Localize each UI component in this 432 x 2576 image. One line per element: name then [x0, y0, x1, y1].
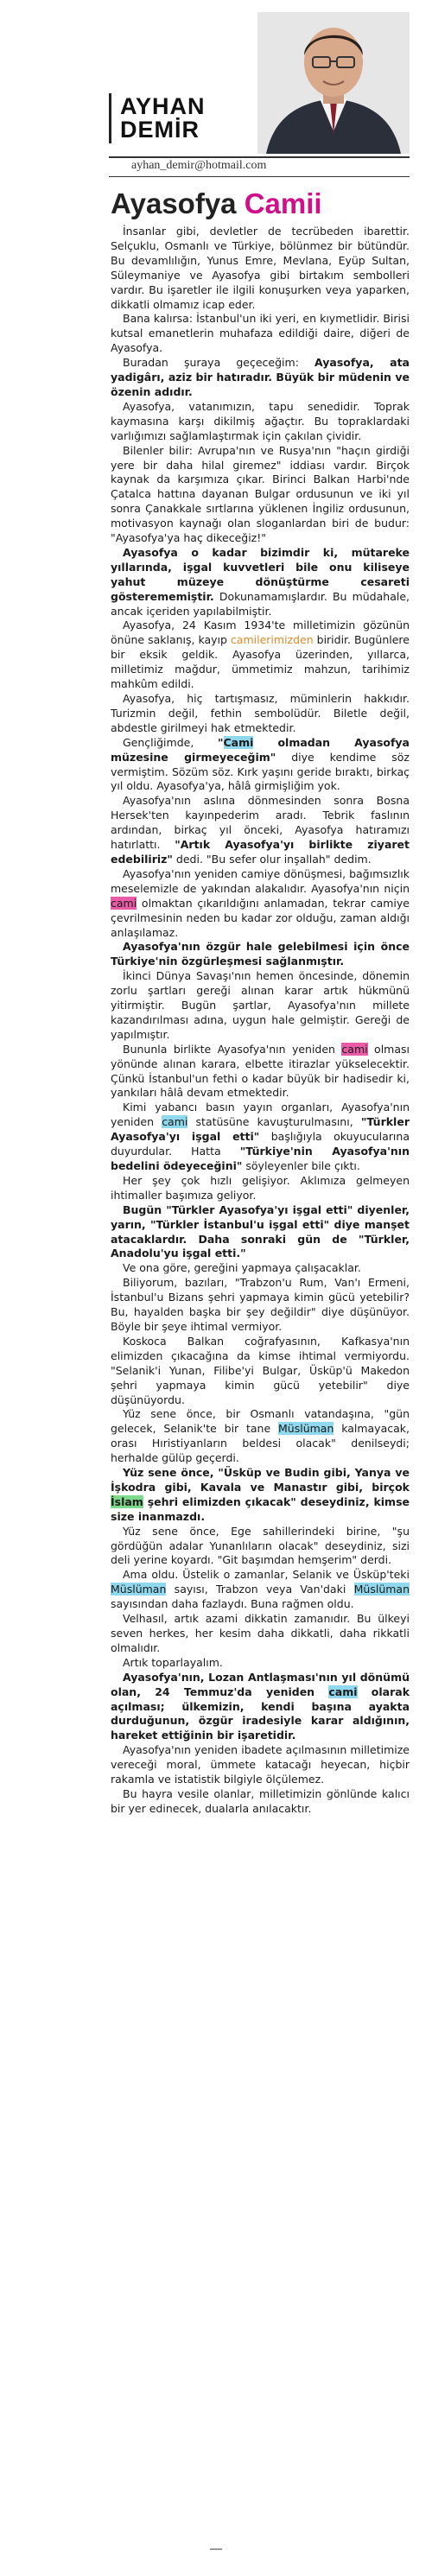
text-run: Ayasofya'nın yeniden camiye dönüşmesi, bağımsızlık meselemizle de yakından alakalıdır. Ayasofya'nın niçin — [111, 866, 410, 895]
text-run: olmaktan çıkarıldığını anlamadan, tekrar camiye çevrilmesinin neden bu kadar zor olduğu, zaman aldığı anlaşılamaz. — [111, 896, 410, 939]
author-name-box — [109, 93, 258, 143]
article-paragraph — [111, 1568, 410, 1612]
article-paragraph — [111, 692, 410, 736]
article-title — [111, 183, 413, 225]
text-run: Velhasıl, artık azami dikkatin zamanıdır. Bu ülkeyi seven herkes, her kesim daha dikkatli, daha rikkatli olmalıdır. — [111, 1612, 410, 1654]
article-paragraph — [111, 1043, 410, 1101]
email-divider — [109, 176, 410, 177]
text-run: statüsüne kavuşturulmasını, — [187, 1115, 361, 1129]
text-run: Her şey çok hızlı gelişiyor. Aklımıza gelmeyen ihtimaller başımıza geliyor. — [111, 1173, 410, 1202]
text-run: Yüz sene önce, Ege sahillerindeki birine, "şu gördüğün adalar Yunanlıların olacak" deseydiniz, sizi deli yerine koyardı. "Git başımdan hemşerim" derdi. — [111, 1524, 410, 1567]
article-paragraph — [111, 1174, 410, 1203]
text-run: Bilenler bilir: Avrupa'nın ve Rusya'nın "haçın girdiği yere bir daha hilal giremez" iddiası vardır. Birçok kaynak da karşımıza çıkar. Birinci Balkan Harbi'nde Çatalca hattına dayanan Bulgar ordusunun ve iki yıl sonra Çanakkale sırtlarına yüklenen İngiliz ordusunun, motivasyon kaynağı olan sloganlardan biri de budur: "Ayasofya'ya haç dikeceğiz!" — [111, 443, 410, 545]
text-run: Ayasofya, vatanımızın, tapu senedidir. Toprak kaymasına karşı dikilmiş ağaçtır. Bu topraklardaki varlığımızı sağlamlaştırmak için çakılan çividir. — [111, 399, 410, 442]
article-paragraph — [111, 312, 410, 356]
article-paragraph — [111, 1466, 410, 1525]
bold-text: Ayasofya'nın, Lozan Antlaşması'nın yıl dönümü olan, 24 Temmuz'da yeniden — [111, 1670, 410, 1698]
article-paragraph — [111, 619, 410, 692]
article-body — [111, 225, 410, 1817]
bold-text: olarak açılması; ülkemizin, kendi başına ayakta durduğunun, özgür iradesiyle karar aldığının, hareket ettiğinin bir işaretidir. — [111, 1685, 410, 1742]
text-run: İkinci Dünya Savaşı'nın hemen öncesinde, dönemin zorlu şartları gereği alınan karar artık hükmünü yitirmiştir. Bugün şartlar, Ayasofya'nın millete kazandırılması adına, uygun hale gelmiştir. Gereği de yapılmıştır. — [111, 969, 410, 1041]
highlighted-text: Müslüman — [278, 1422, 334, 1436]
author-portrait-image — [257, 12, 410, 154]
header-divider — [109, 156, 410, 158]
article-paragraph — [111, 940, 410, 969]
article-paragraph — [111, 1101, 410, 1174]
article-paragraph — [111, 794, 410, 867]
bold-text: Ayasofya, ata yadigârı, aziz bir hatıradır. Büyük bir müdenin ve özenin adıdır. — [111, 356, 410, 398]
article-paragraph — [111, 546, 410, 619]
article-paragraph — [111, 1203, 410, 1262]
text-run: olması yönünde alınan karara, elbette itirazlar yükselecektir. Çünkü İstanbul'un fethi o kadar büyük bir hadisedir ki, yankıları hâlâ devam etmektedir. — [111, 1042, 410, 1100]
text-run: Ama oldu. Üstelik o zamanlar, Selanik ve Üsküp'teki — [123, 1568, 410, 1582]
text-run: Ayasofya'nın yeniden ibadete açılmasının milletimize vereceği moral, ümmete katacağı heyecan, hiçbir rakamla ve istatistik bilgiyle ölçülemez. — [111, 1743, 410, 1786]
bold-text: şehri elimizden çıkacak" — [143, 1494, 296, 1508]
bold-text: "Türkiye'nin Ayasofya'nın bedelini ödeyeceğini" — [111, 1145, 410, 1172]
highlighted-text: cami — [162, 1115, 188, 1129]
bold-text: olmadan Ayasofya müzesine girmeyeceğim" — [111, 735, 410, 764]
text-run: Kimi yabancı basın yayın organları, Ayasofya'nın yeniden — [111, 1101, 410, 1129]
text-run: Bana kalırsa: İstanbul'un iki yeri, en kıymetlidir. Birisi kutsal emanetlerin muhafaza edildiği daire, diğeri de Ayasofya. — [111, 312, 410, 355]
article-title-main: Ayasofya — [111, 187, 237, 219]
article-paragraph — [111, 1407, 410, 1466]
article-paragraph — [111, 736, 410, 795]
highlighted-text: camilerimizden — [230, 633, 314, 647]
bold-text: "Artık Ayasofya'yı birlikte ziyaret edebiliriz" — [111, 838, 410, 866]
article-paragraph — [111, 1656, 410, 1671]
text-run: Yüz sene önce, bir Osmanlı vatandaşına, "gün gelecek, Selanik'te bir tane — [111, 1407, 410, 1436]
bold-text: " — [217, 735, 224, 749]
article-paragraph — [111, 969, 410, 1043]
text-run: Artık toparlayalım. — [123, 1655, 223, 1669]
article-paragraph — [111, 1525, 410, 1569]
article-paragraph — [111, 356, 410, 400]
text-run: Buradan şuraya geçeceğim: — [123, 356, 315, 370]
bold-text: Ayasofya'nın özgür hale gelebilmesi için önce Türkiye'nin özgürleşmesi sağlanmıştır. — [111, 940, 410, 968]
column-end-mark — [210, 2548, 222, 2550]
article-paragraph — [111, 1261, 410, 1276]
article-paragraph — [111, 444, 410, 546]
highlighted-text: İslam — [111, 1494, 143, 1508]
article-paragraph — [111, 1743, 410, 1787]
article-paragraph — [111, 867, 410, 941]
bold-text: Bugün "Türkler Ayasofya'yı işgal etti" diyenler, yarın, "Türkler İstanbul'u işgal etti" diye manşet atacaklardır. Daha sonraki gün de "Türkler, Anadolu'yu işgal etti." — [111, 1202, 410, 1260]
text-run: söyleyenler bile çıktı. — [242, 1159, 360, 1172]
article-paragraph — [111, 1335, 410, 1408]
text-run: Bununla birlikte Ayasofya'nın yeniden — [123, 1042, 342, 1056]
author-photo — [257, 12, 410, 154]
text-run: dedi. "Bu sefer olur inşallah" dedim. — [172, 852, 372, 866]
text-run: Ayasofya, 24 Kasım 1934'te milletimizin gözünün önüne saklanış, kayıp — [111, 619, 410, 647]
highlighted-text: Müslüman — [111, 1583, 167, 1596]
article-paragraph — [111, 1612, 410, 1656]
highlighted-text: cami — [111, 896, 137, 910]
text-run: Biliyorum, bazıları, "Trabzon'u Rum, Van'ı Ermeni, İstanbul'u Bizans şehri yapmaya kimin gücü yetebilir? Bu, hayalden başka bir şey değildir" diye düşünüyor. Böyle bir şeye ihtimal vermiyor. — [111, 1276, 410, 1333]
text-run: Ve ona göre, gereğini yapmaya çalışacaklar. — [123, 1261, 361, 1275]
author-first-name: AYHAN — [120, 93, 206, 119]
text-run: başlığıyla okuyucularına duyurdular. Hatta — [111, 1130, 410, 1158]
article-paragraph — [111, 1276, 410, 1335]
text-run: sayısı, Trabzon veya Van'daki — [166, 1583, 354, 1596]
highlighted-text: Cami — [223, 735, 254, 749]
text-run: biridir. Bugünlere bir eksik geldik. Ayasofya üzerinden, yıllarca, milletimiz mağdur, ümmetimiz mahzun, tarihimiz mahkûm edildi. — [111, 633, 410, 691]
article-paragraph — [111, 400, 410, 444]
text-run: sayısından daha fazlaydı. Buna rağmen oldu. — [111, 1597, 354, 1611]
article-paragraph — [111, 1787, 410, 1817]
article-paragraph — [111, 225, 410, 312]
text-run: Ayasofya, hiç tartışmasız, müminlerin hakkıdır. Turizmin değil, fethin sembolüdür. Biletle değil, abdestle girilmeyi hak etmektedir. — [111, 692, 410, 734]
text-run: Gençliğimde, — [123, 735, 218, 749]
column-header — [0, 0, 432, 178]
bold-text: deseydiniz, kimse size inanmazdı. — [111, 1494, 410, 1523]
text-run: Dokunamamışlardır. Bu müdahale, ancak içeriden yapılabilmiştir. — [111, 589, 410, 618]
text-run: diye kendime söz vermiştim. Sözüm söz. Kırk yaşını geride bıraktı, birkaç yıl oldu. Ayasofya'ya, hâlâ girmişliğim yok. — [111, 750, 410, 793]
article-paragraph — [111, 1671, 410, 1744]
text-run: Bu hayra vesile olanlar, milletimizin gönlünde kalıcı bir yer edinecek, dualarla anılacaktır. — [111, 1786, 410, 1815]
highlighted-text: Müslüman — [353, 1583, 410, 1596]
bold-text: "Türkler Ayasofya'yı işgal etti" — [111, 1115, 410, 1144]
author-email: ayhan_demir@hotmail.com — [131, 159, 267, 172]
text-run: kalmayacak, orası Hıristiyanların beldesi olacak" denilseydi; herhalde gülüp geçerdi. — [111, 1422, 410, 1465]
author-last-name: DEMİR — [120, 117, 200, 143]
text-run: Koskoca Balkan coğrafyasının, Kafkasya'nın elimizden çıkacağına da kimse ihtimal vermiyordu. "Selanik'i Yunan, Filibe'yi Bulgar, Üsküp'ü Makedon şehri yapmaya kimin gücü yetebilir" diye düşünüyordu. — [111, 1334, 410, 1406]
text-run: Ayasofya'nın aslına dönmesinden sonra Bosna Hersek'ten kayınpederim aradı. Tebrik faslının ardından, birkaç yıl önceki, Ayasofya hatıramızı hatırlattı. — [111, 794, 410, 852]
bold-text: Yüz sene önce, "Üsküp ve Budin gibi, Yanya ve İşkodra gibi, Kavala ve Manastır gibi, birçok — [111, 1466, 410, 1494]
highlighted-text: cami — [341, 1042, 368, 1056]
bold-text: Ayasofya o kadar bizimdir ki, mütareke yıllarında, işgal kuvvetleri bile onu kiliseye yahut müzeye dönüştürme cesareti gösterememiştir. — [111, 545, 410, 603]
text-run: İnsanlar gibi, devletler de tecrübeden ibarettir. Selçuklu, Osmanlı ve Türkiye, bölünmez bir bütündür. Bu devamlılığın, Yunus Emre, Mevlana, Eyüp Sultan, Süleymaniye ve Ayasofya gibi birtakım sembolleri vardır. Bu işaretler ile ilgili konuşurken veya yaparken, dikkatli olmamız icap eder. — [111, 225, 410, 311]
article-title-accent: Camii — [244, 187, 322, 219]
highlighted-text: cami — [328, 1685, 358, 1698]
